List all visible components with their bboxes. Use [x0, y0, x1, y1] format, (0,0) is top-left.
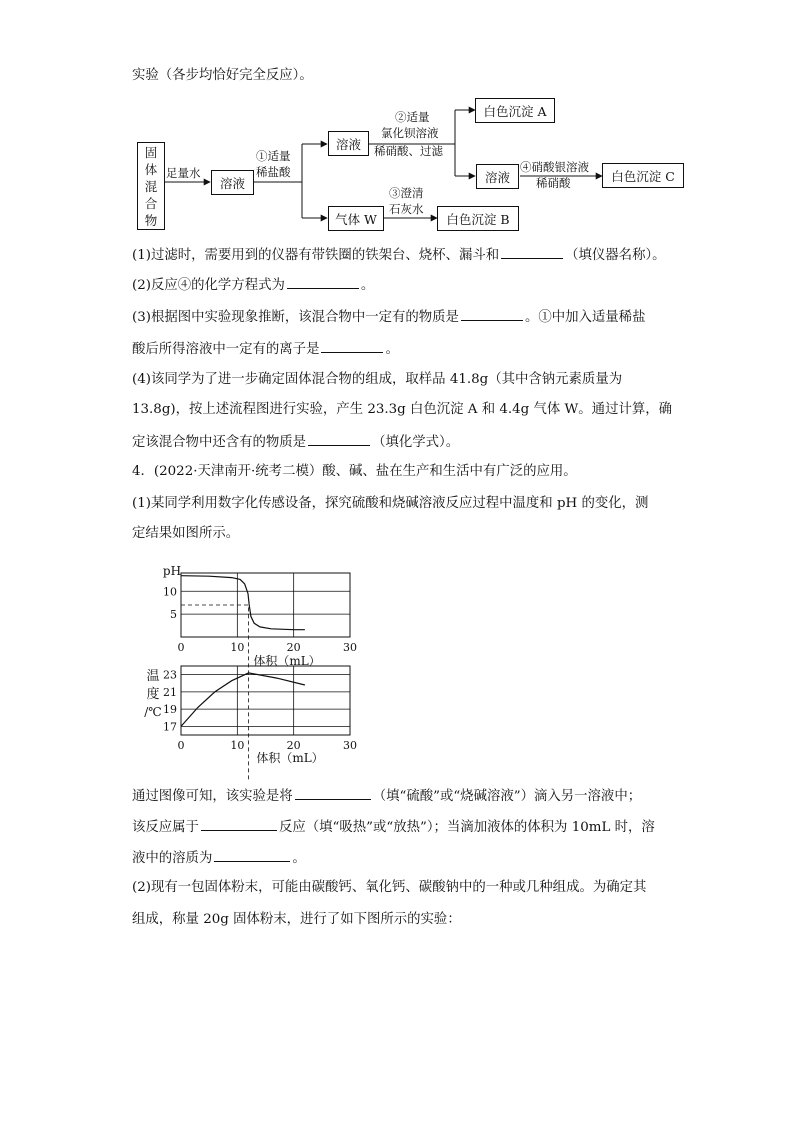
temperature-x-axis-label: 体积（mL） — [256, 751, 324, 765]
ph-x-axis-label: 体积（mL） — [253, 654, 321, 668]
step2-label-b: 氯化钡溶液 — [381, 126, 439, 140]
temperature-x-tick-label: 10 — [230, 739, 245, 752]
answer-blank[interactable] — [295, 785, 371, 800]
temperature-axis-label: 温 — [146, 669, 160, 684]
intro-text: 实验（各步均恰好完全反应）。 — [132, 68, 313, 83]
step4-label-b: 稀硝酸 — [536, 176, 571, 190]
solid-char: 混 — [144, 178, 158, 194]
temperature-y-tick-label: 17 — [163, 720, 177, 734]
ph-axis-label: pH — [162, 564, 182, 578]
question-6-line-2: 组成，称量 20g 固体粉末，进行了如下图所示的实验： — [132, 912, 461, 927]
question-4-line-2: 13.8g)，按上述流程图进行实验，产生 23.3g 白色沉淀 A 和 4.4g 气体 W。通过计算，确 — [132, 402, 673, 417]
ph-x-tick-label: 30 — [343, 641, 357, 654]
step2-label-c: 稀硝酸、过滤 — [374, 144, 443, 158]
step3-label-a: ③澄清 — [389, 186, 424, 200]
answer-blank[interactable] — [214, 847, 290, 862]
solid-char: 固 — [144, 144, 158, 160]
gas-w-box: 气体 W — [328, 206, 384, 231]
question-3b-suffix: 。 — [385, 342, 399, 357]
question-5c-suffix: 。 — [292, 851, 306, 866]
question-2-text: (2)反应④的化学方程式为 — [132, 278, 285, 293]
ph-y-tick-label: 10 — [163, 585, 177, 599]
temperature-x-tick-label: 30 — [343, 739, 357, 752]
problem-4-heading: 4．(2022·天津南开·统考二模）酸、碱、盐在生产和生活中有广泛的应用。 — [132, 464, 577, 479]
question-5-text: 通过图像可知，该实验是将 — [132, 789, 293, 804]
solution-box-2: 溶液 — [328, 131, 369, 156]
solution-box-1: 溶液 — [211, 170, 254, 195]
question-5b-text: 该反应属于 — [132, 820, 199, 835]
problem-4-part-1-line-2: 定结果如图所示。 — [132, 526, 240, 541]
ph-y-tick-label: 5 — [170, 608, 177, 622]
question-5-line-2 — [132, 816, 655, 838]
water-label: 足量水 — [166, 166, 201, 180]
step1-label-b: 稀盐酸 — [256, 165, 291, 179]
step2-label-a: ②适量 — [395, 110, 430, 124]
ph-x-tick-label: 0 — [177, 641, 185, 654]
ph-curve — [181, 576, 305, 630]
temperature-y-tick-label: 21 — [163, 685, 177, 699]
question-5c-text: 液中的溶质为 — [132, 851, 213, 866]
question-5-line-3 — [132, 847, 306, 869]
question-5b-suffix: 反应（填“吸热”或“放热”）；当滴加液体的体积为 10mL 时，溶 — [278, 820, 655, 835]
temperature-y-tick-label: 19 — [163, 703, 177, 717]
temperature-x-tick-label: 20 — [286, 739, 301, 752]
white-precipitate-c-box: 白色沉淀 C — [602, 163, 684, 188]
solid-char: 合 — [144, 195, 158, 211]
question-6-line-1: (2)现有一包固体粉末，可能由碳酸钙、氧化钙、碳酸钠中的一种或几种组成。为确定其 — [132, 880, 647, 895]
question-1-suffix: （填仪器名称）。 — [565, 248, 666, 263]
temperature-y-tick-label: 23 — [163, 668, 177, 682]
problem-4-part-1-line-1: (1)某同学利用数字化传感设备，探究硫酸和烧碱溶液反应过程中温度和 pH 的变化，测 — [132, 496, 649, 511]
step3-label-b: 石灰水 — [389, 202, 424, 216]
step4-label-a: ④硝酸银溶液 — [520, 160, 589, 174]
ph-x-tick-label: 20 — [286, 641, 301, 654]
question-1-text: (1)过滤时，需要用到的仪器有带铁圈的铁架台、烧杯、漏斗和 — [132, 248, 500, 263]
answer-blank[interactable] — [201, 816, 277, 831]
temperature-axis-label: 度 — [146, 687, 160, 702]
solid-char: 体 — [144, 161, 158, 177]
question-3-continuation: 。①中加入适量稀盐 — [524, 310, 646, 325]
ph-x-tick-label: 10 — [230, 641, 245, 654]
solution-box-3: 溶液 — [476, 164, 519, 189]
question-4c-suffix: （填化学式）。 — [372, 435, 460, 450]
temperature-curve — [181, 673, 305, 727]
question-3-text: (3)根据图中实验现象推断，该混合物中一定有的物质是 — [132, 310, 459, 325]
question-4-line-1: (4)该同学为了进一步确定固体混合物的组成，取样品 41.8g（其中含钠元素质量为 — [132, 372, 623, 387]
temperature-axis-label: /℃ — [144, 705, 162, 719]
temperature-x-tick-label: 0 — [177, 739, 185, 752]
question-5-suffix: （填“硫酸”或“烧碱溶液”）滴入另一溶液中； — [372, 789, 642, 804]
white-precipitate-b-box: 白色沉淀 B — [437, 206, 519, 231]
question-3b-text: 酸后所得溶液中一定有的离子是 — [132, 342, 320, 357]
step1-label-a: ①适量 — [256, 149, 291, 163]
white-precipitate-a-box: 白色沉淀 A — [475, 98, 555, 123]
solid-char: 物 — [144, 212, 158, 228]
question-5-line-1 — [132, 785, 641, 807]
question-2-suffix: 。 — [360, 278, 375, 293]
question-4c-text: 定该混合物中还含有的物质是 — [132, 435, 307, 450]
